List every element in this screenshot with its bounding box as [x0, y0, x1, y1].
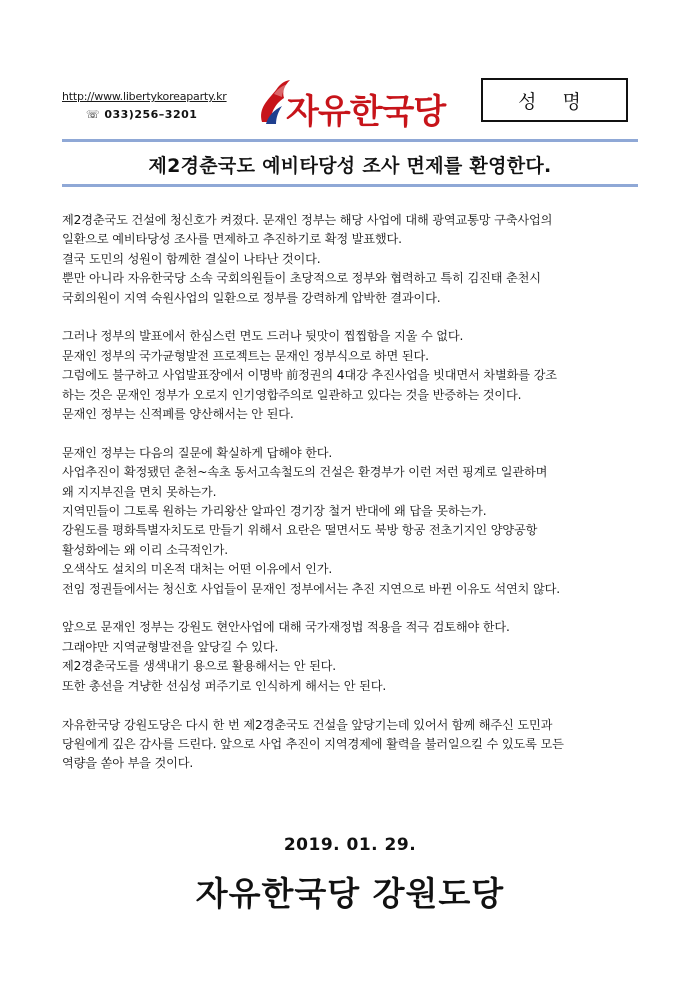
body-line: 결국 도민의 성원이 함께한 결실이 나타난 것이다. — [62, 251, 321, 266]
body-paragraph — [62, 618, 642, 696]
body-line: 하는 것은 문재인 정부가 오로지 인기영합주의로 일관하고 있다는 것을 반증하는 것이다. — [62, 387, 522, 402]
body-paragraph — [62, 444, 642, 599]
body-line: 활성화에는 왜 이리 소극적인가. — [62, 542, 228, 557]
body-line: 사업추진이 확정됐던 춘천~속초 동서고속철도의 건설은 환경부가 이런 저런 핑계로 일관하며 — [62, 465, 548, 480]
body-line: 앞으로 문재인 정부는 강원도 현안사업에 대해 국가재정법 적용을 적극 검토해야 한다. — [62, 620, 510, 635]
body-line: 문재인 정부의 국가균형발전 프로젝트는 문재인 정부식으로 하면 된다. — [62, 348, 429, 363]
body-paragraph — [62, 716, 642, 774]
body-line: 그래야만 지역균형발전을 앞당길 수 있다. — [62, 639, 279, 654]
party-logo — [254, 78, 454, 132]
issuing-organization: 자유한국당 강원도당 — [195, 874, 505, 913]
statement-label-box — [481, 78, 628, 122]
top-rule — [62, 139, 638, 142]
body-line: 전임 정권들에서는 청신호 사업들이 문재인 정부에서는 추진 지연으로 바뀐 이유도 석연치 않다. — [62, 581, 560, 596]
body-line: 자유한국당 강원도당은 다시 한 번 제2경춘국도 건설을 앞당기는데 있어서 함께 해주신 도민과 — [62, 717, 553, 732]
contact-info — [62, 89, 227, 122]
body-line: 일환으로 예비타당성 조사를 면제하고 추진하기로 확정 발표했다. — [62, 232, 402, 247]
body-line: 그러나 정부의 발표에서 한심스런 면도 드러나 뒷맛이 찝찝함을 지울 수 없다. — [62, 329, 464, 344]
body-line: 뿐만 아니라 자유한국당 소속 국회의원들이 초당적으로 정부와 협력하고 특히 김진태 춘천시 — [62, 271, 541, 286]
body-line: 또한 총선을 겨냥한 선심성 퍼주기로 인식하게 해서는 안 된다. — [62, 678, 387, 693]
body-line: 왜 지지부진을 면치 못하는가. — [62, 484, 217, 499]
body-line: 국회의원이 지역 숙원사업의 일환으로 정부를 강력하게 압박한 결과이다. — [62, 290, 441, 305]
letterhead — [0, 0, 700, 135]
title-bottom-rule — [62, 184, 638, 187]
body-line: 당원에게 깊은 감사를 드린다. 앞으로 사업 추진이 지역경제에 활력을 불러일으킬 수 있도록 모든 — [62, 736, 564, 751]
body-line: 제2경춘국도를 생색내기 용으로 활용해서는 안 된다. — [62, 659, 337, 674]
phone-row — [62, 107, 227, 122]
body-line: 역량을 쏟아 부을 것이다. — [62, 756, 194, 771]
body-line: 그럼에도 불구하고 사업발표장에서 이명박 前정권의 4대강 추진사업을 빗대면서 차별화를 강조 — [62, 368, 557, 383]
document-title: 제2경춘국도 예비타당성 조사 면제를 환영한다. — [148, 155, 552, 177]
body-paragraph — [62, 327, 642, 424]
body-line: 문재인 정부는 신적폐를 양산해서는 안 된다. — [62, 407, 294, 422]
body-line: 문재인 정부는 다음의 질문에 확실하게 답해야 한다. — [62, 445, 333, 460]
phone-number: 033)256–3201 — [104, 108, 198, 121]
body-paragraph — [62, 211, 642, 308]
statement-label: 성 명 — [518, 90, 591, 113]
body-line: 강원도를 평화특별자치도로 만들기 위해서 요란은 떨면서도 북방 항공 전초기지인 양양공항 — [62, 523, 538, 538]
party-website-link[interactable]: http://www.libertykoreaparty.kr — [62, 90, 227, 103]
body-line: 제2경춘국도 건설에 청신호가 켜졌다. 문재인 정부는 해당 사업에 대해 광역교통망 구축사업의 — [62, 213, 553, 227]
telephone-icon: ☏ — [86, 108, 101, 121]
issue-date: 2019. 01. 29. — [283, 835, 417, 855]
statement-body — [62, 211, 642, 793]
body-line: 지역민들이 그토록 원하는 가리왕산 알파인 경기장 철거 반대에 왜 답을 못하는가. — [62, 504, 487, 519]
body-line: 오색삭도 설치의 미온적 대처는 어떤 이유에서 인가. — [62, 562, 333, 577]
party-logo-text: 자유한국당 — [286, 92, 446, 132]
